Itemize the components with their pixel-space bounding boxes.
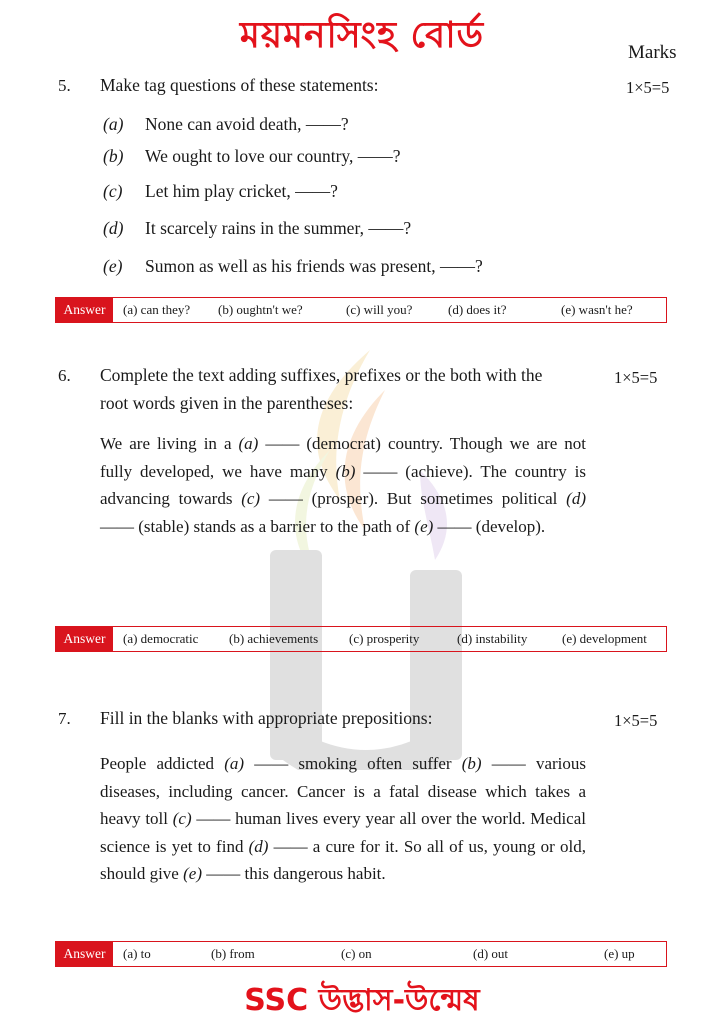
answer-d: (d) instability [457,631,528,646]
q5-item-b [103,146,401,167]
answer-c: (c) will you? [346,302,413,317]
item-label: (a) [103,114,124,134]
answer-b: (b) oughtn't we? [218,302,303,317]
passage-text: People addicted [100,754,225,773]
passage-text: We are living in a [100,434,239,453]
item-label: (b) [103,146,124,166]
answer-c: (c) prosperity [349,631,420,646]
item-text: Sumon as well as his friends was present, ——? [145,256,483,276]
q7-marks: 1×5=5 [614,711,658,730]
q5-item-a [103,114,349,135]
q5-item-e [103,256,483,277]
q6-number: 6. [58,366,71,385]
answer-a: (a) democratic [123,631,199,646]
blank-label-d: (d) [248,836,269,856]
q5-answer-box [55,297,667,323]
blank-label-b: (b) [461,754,482,773]
q5-marks: 1×5=5 [626,78,670,97]
q6-title-line2: root words given in the parentheses: [100,393,354,413]
item-text: None can avoid death, ——? [145,114,349,134]
answer-label: Answer [56,627,113,651]
answer-e: (e) development [562,631,647,646]
passage-text: —— (stable) stands as a barrier to the path of [100,516,415,536]
answer-e: (e) wasn't he? [561,302,633,317]
answer-b: (b) achievements [229,631,319,646]
blank-label-e: (e) [414,516,434,536]
q6-marks: 1×5=5 [614,368,658,387]
blank-label-d: (d) [566,489,586,508]
q6-title-line1: Complete the text adding suffixes, prefixes or the both with the [100,365,543,385]
passage-text: —— (achieve). The country is advancing towards [100,461,586,508]
q5-item-d [103,218,411,239]
blank-label-c: (c) [172,809,192,828]
marks-heading: Marks [628,42,677,63]
answer-c: (c) on [341,946,372,961]
answer-label: Answer [56,942,113,966]
passage-text: —— (democrat) country. Though we are not fully developed, we have many [100,434,586,481]
item-text: We ought to love our country, ——? [145,146,401,166]
passage-text: —— (develop). [433,516,546,536]
answer-label: Answer [56,298,113,322]
footer-title: SSC উদ্ভাস-উন্মেষ [244,983,480,1018]
q6-answer-box [55,626,667,652]
passage-text: —— various diseases, including cancer. Cancer is a fatal disease which takes a heavy toll [100,754,586,828]
q5-title: Make tag questions of these statements: [100,75,379,95]
passage-text: —— a cure for it. So all of us, young or old, should give [100,836,586,883]
q7-answer-box [55,941,667,967]
answer-a: (a) can they? [123,302,191,317]
item-label: (e) [103,256,123,276]
answer-d: (d) out [473,946,509,961]
passage-text: —— human lives every year all over the world. Medical science is yet to find [100,809,586,856]
answer-b: (b) from [211,946,255,961]
item-text: Let him play cricket, ——? [145,181,338,201]
q7-title: Fill in the blanks with appropriate prepositions: [100,708,433,728]
q7-number: 7. [58,709,71,728]
passage-text: —— this dangerous habit. [201,864,386,883]
item-label: (c) [103,181,123,201]
blank-label-a: (a) [238,434,259,453]
item-text: It scarcely rains in the summer, ——? [145,218,412,238]
blank-label-b: (b) [335,461,356,481]
q5-item-c [103,181,338,202]
answer-e: (e) up [604,946,635,961]
passage-text: —— smoking often suffer [244,754,462,773]
q6-passage [100,430,586,540]
blank-label-e: (e) [183,864,202,883]
answer-d: (d) does it? [448,302,507,317]
passage-text: —— (prosper). But sometimes political [260,489,567,508]
item-label: (d) [103,218,124,238]
answer-a: (a) to [123,946,151,961]
blank-label-a: (a) [224,754,245,773]
blank-label-c: (c) [241,489,261,508]
q5-number: 5. [58,76,71,95]
q7-passage [100,750,586,888]
board-title: ময়মনসিংহ বোর্ড [239,15,485,56]
